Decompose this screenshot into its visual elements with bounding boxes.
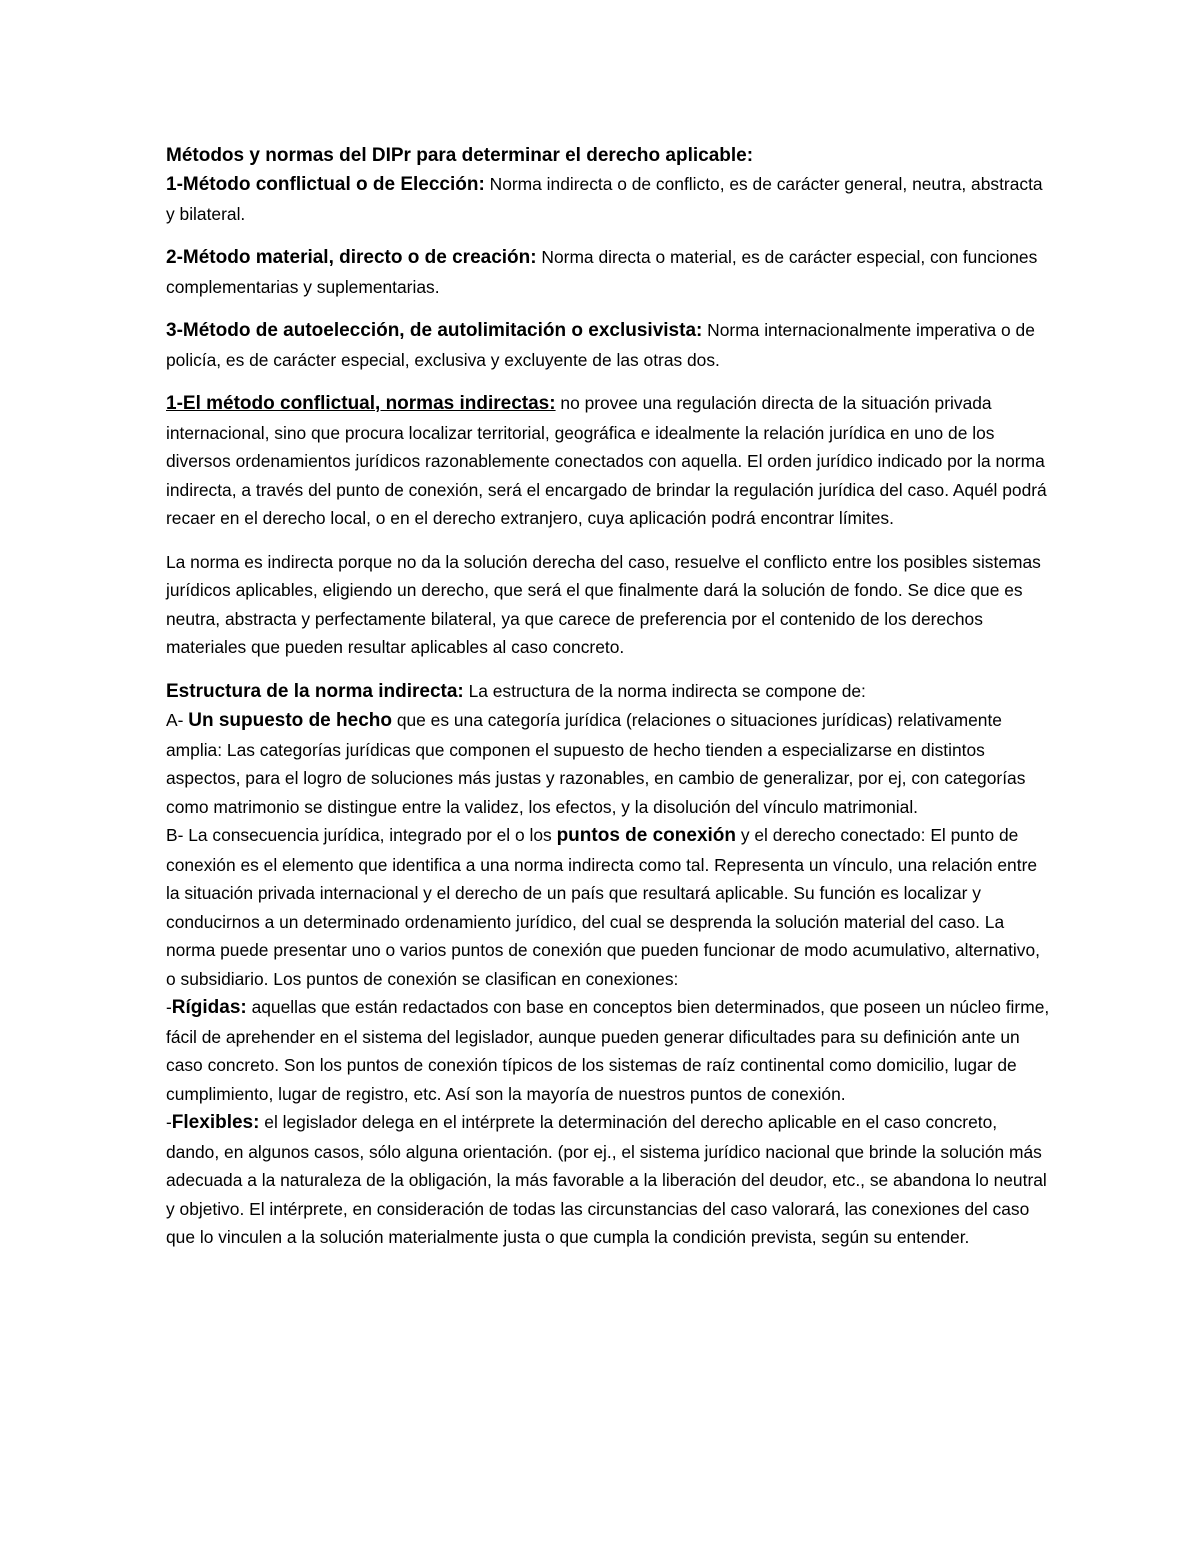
rigid-text: aquellas que están redactados con base en conceptos bien determinados, que poseen un núcleo firme, fácil de aprehender en el sistema del legislador, aunque pueden generar dificultades para su definición ante un caso concreto. Son los puntos de conexión típicos de los sistemas de raíz continental como domicilio, lugar de cumplimiento, lugar de registro, etc. Así son la mayoría de nuestros puntos de conexión. — [166, 997, 1050, 1104]
document-title: Métodos y normas del DIPr para determinar el derecho aplicable: — [166, 145, 754, 166]
flexible-prefix: - — [166, 1112, 172, 1132]
rigid-connections-paragraph — [166, 993, 1050, 1108]
method-3-text: Norma internacionalmente imperativa o de policía, es de carácter especial, exclusiva y excluyente de las otras dos. — [166, 320, 1035, 370]
structure-a-text: que es una categoría jurídica (relaciones o situaciones jurídicas) relativamente amplia: Las categorías jurídicas que componen el supuesto de hecho tienden a especializarse en distintos aspectos, para el logro de soluciones más justas y razonables, en cambio de generalizar, por ej, con categorías como matrimonio se distingue entre la validez, los efectos, y la disolución del vínculo matrimonial. — [166, 710, 1026, 817]
structure-intro: La estructura de la norma indirecta se compone de: — [463, 680, 866, 701]
indirect-norm-paragraph: La norma es indirecta porque no da la solución derecha del caso, resuelve el conflicto entre los posibles sistemas jurídicos aplicables, eligiendo un derecho, que será el que finalmente dará la solución de fondo. Se dice que es neutra, abstracta y perfectamente bilateral, ya que carece de preferencia por el contenido de los derechos materiales que pueden resultar aplicables al caso concreto. — [166, 551, 1041, 657]
method-1-text: Norma indirecta o de conflicto, es de carácter general, neutra, abstracta y bilateral. — [166, 174, 1043, 224]
flexible-text: el legislador delega en el intérprete la determinación del derecho aplicable en el caso concreto, dando, en algunos casos, sólo alguna orientación. (por ej., el sistema jurídico nacional que brinde la solución más adecuada a la naturaleza de la obligación, la más favorable a la liberación del deudor, etc., se abandona lo neutral y objetivo. El intérprete, en consideración de todas las circunstancias del caso valorará, las conexiones del caso que lo vinculen a la solución materialmente justa o que cumpla la condición prevista, según su entender. — [166, 1112, 1047, 1247]
method-2-heading: 2-Método material, directo o de creación: — [166, 247, 537, 268]
rigid-heading: Rígidas: — [171, 997, 247, 1018]
conflictual-text: no provee una regulación directa de la situación privada internacional, sino que procura localizar territorial, geográfica e idealmente la relación jurídica en uno de los diversos ordenamientos jurídicos razonablemente conectados con aquella. El orden jurídico indicado por la norma indirecta, a través del punto de conexión, será el encargado de brindar la regulación jurídica del caso. Aquél podrá recaer en el derecho local, o en el derecho extranjero, cuya aplicación podrá encontrar límites. — [166, 393, 1047, 528]
method-2-paragraph — [166, 243, 1050, 301]
method-1-paragraph — [166, 170, 1050, 228]
structure-heading: Estructura de la norma indirecta: — [166, 680, 464, 702]
structure-b-paragraph — [166, 821, 1050, 993]
structure-a-heading: Un supuesto de hecho — [188, 710, 392, 731]
method-3-heading: 3-Método de autoelección, de autolimitación o exclusivista: — [166, 320, 703, 341]
method-3-paragraph — [166, 316, 1050, 374]
structure-b-heading: puntos de conexión — [556, 825, 737, 846]
structure-b-prefix: B- La consecuencia jurídica, integrado por el o los — [166, 825, 557, 845]
method-2-text: Norma directa o material, es de carácter especial, con funciones complementarias y suplementarias. — [166, 247, 1038, 297]
structure-a-prefix: A- — [166, 710, 189, 730]
structure-intro-paragraph — [166, 677, 1050, 707]
structure-b-text: y el derecho conectado: El punto de conexión es el elemento que identifica a una norma indirecta como tal. Representa un vínculo, una relación entre la situación privada internacional y el derecho de un país que resultará aplicable. Su función es localizar y conducirnos a un determinado ordenamiento jurídico, del cual se desprenda la solución material del caso. La norma puede presentar uno o varios puntos de conexión que pueden funcionar de modo acumulativo, alternativo, o subsidiario. Los puntos de conexión se clasifican en conexiones: — [166, 825, 1040, 989]
conflictual-heading: 1-El método conflictual, normas indirectas: — [166, 393, 556, 414]
flexible-heading: Flexibles: — [171, 1112, 260, 1133]
method-1-heading: 1-Método conflictual o de Elección: — [166, 174, 485, 195]
structure-a-paragraph — [166, 706, 1050, 821]
flexible-connections-paragraph — [166, 1108, 1050, 1252]
conflictual-paragraph — [166, 389, 1050, 533]
rigid-prefix: - — [166, 997, 172, 1017]
